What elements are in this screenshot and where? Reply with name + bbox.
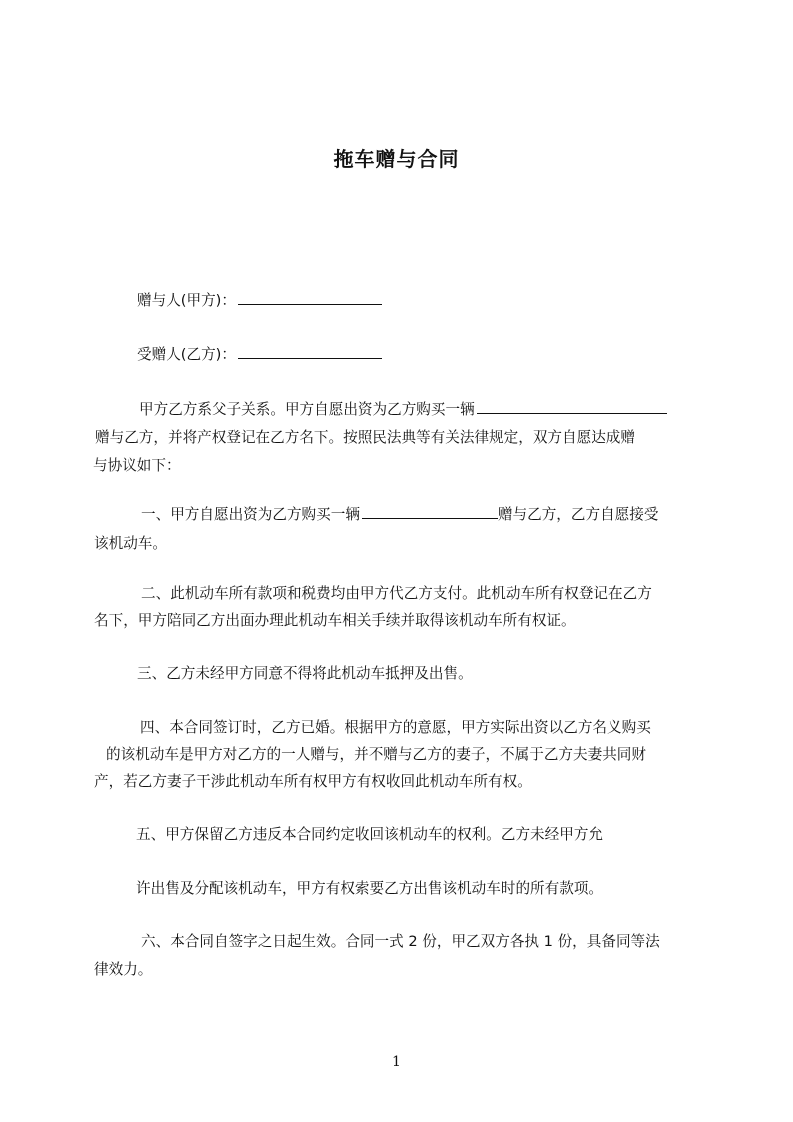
clause-1-text-b: 赠与乙方，乙方自愿接受	[497, 506, 659, 523]
clause-5-line-1: 五、甲方保留乙方违反本合同约定收回该机动车的权利。乙方未经甲方允	[136, 826, 604, 843]
page-number: 1	[392, 1054, 401, 1070]
intro-line-1	[139, 395, 749, 425]
clause-2-line-1: 二、此机动车所有款项和税费均由甲方代乙方支付。此机动车所有权登记在乙方	[141, 585, 652, 602]
document-title: 拖车赠与合同	[333, 147, 460, 171]
intro-line-3: 与协议如下：	[93, 457, 181, 474]
clause-2-line-2: 名下，甲方陪同乙方出面办理此机动车相关手续并取得该机动车所有权证。	[94, 612, 576, 629]
clause-6-line-2: 律效力。	[94, 961, 153, 978]
donee-name-blank	[238, 342, 382, 359]
clause-4-line-1: 四、本合同签订时，乙方已婚。根据甲方的意愿，甲方实际出资以乙方名义购买	[140, 719, 651, 736]
clause-5-line-2: 许出售及分配该机动车，甲方有权索要乙方出售该机动车时的所有款项。	[136, 880, 604, 897]
donor-name-blank	[238, 288, 382, 305]
clause-3-line-1: 三、乙方未经甲方同意不得将此机动车抵押及出售。	[137, 665, 473, 682]
clause-1-line-2: 该机动车。	[94, 535, 167, 552]
clause-1-text-a: 一、甲方自愿出资为乙方购买一辆	[141, 506, 360, 523]
intro-text-1: 甲方乙方系父子关系。甲方自愿出资为乙方购买一辆	[139, 401, 475, 418]
donee-line	[137, 340, 747, 370]
clause-6-line-1: 六、本合同自签字之日起生效。合同一式 2 份，甲乙双方各执 1 份，具备同等法	[141, 933, 660, 950]
donor-label: 赠与人(甲方)：	[137, 292, 236, 309]
clause-1-vehicle-blank	[362, 502, 498, 519]
donor-line	[137, 286, 747, 316]
donee-label: 受赠人(乙方)：	[137, 346, 236, 363]
intro-line-2: 赠与乙方，并将产权登记在乙方名下。按照民法典等有关法律规定，双方自愿达成赠	[95, 429, 635, 446]
clause-4-line-2: 的该机动车是甲方对乙方的一人赠与，并不赠与乙方的妻子，不属于乙方夫妻共同财	[106, 746, 646, 763]
vehicle-blank	[477, 397, 667, 414]
clause-4-line-3: 产，若乙方妻子干涉此机动车所有权甲方有权收回此机动车所有权。	[94, 773, 532, 790]
clause-1-line-1	[141, 500, 751, 530]
